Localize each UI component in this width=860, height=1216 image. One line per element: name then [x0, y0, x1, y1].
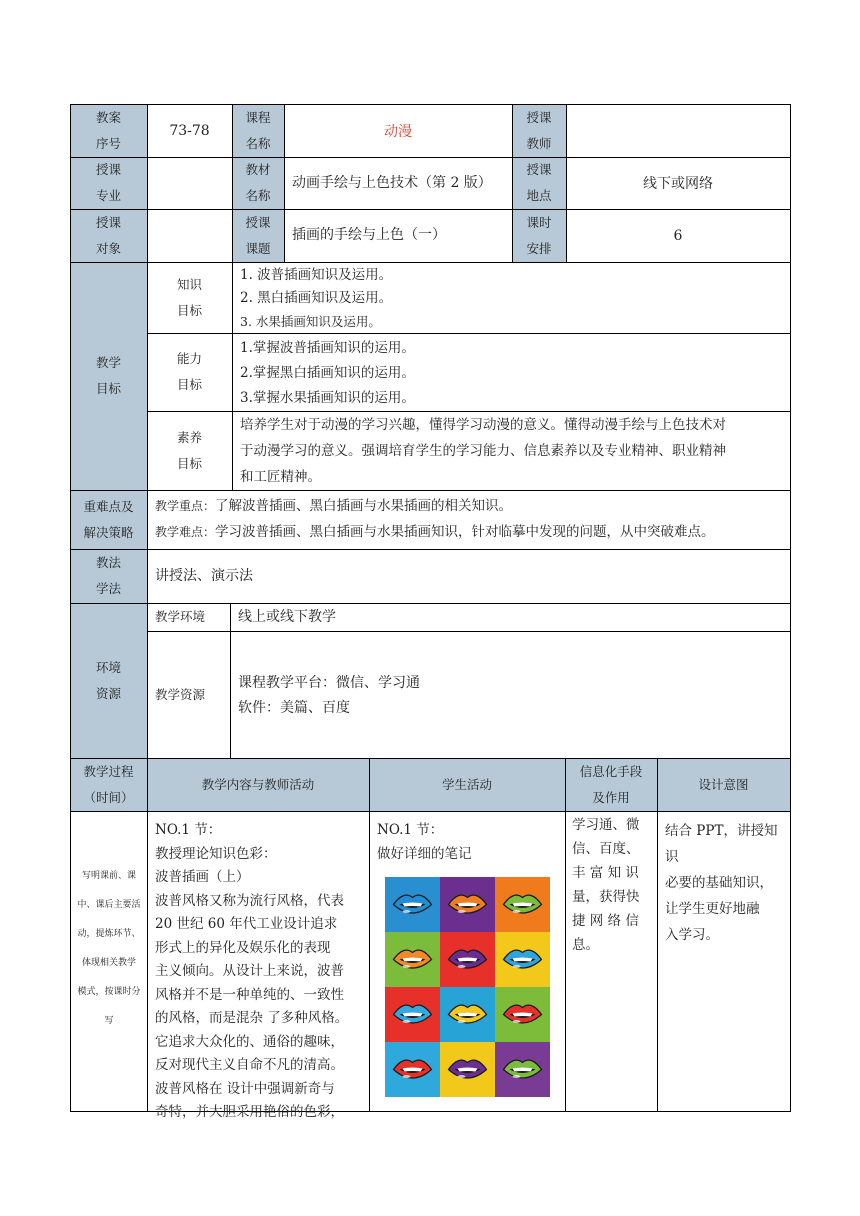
literacy-goal-label: 素养 目标	[176, 429, 202, 471]
course-name-value: 动漫	[384, 123, 412, 140]
knowledge-item: 3. 水果插画知识及运用。	[240, 314, 381, 329]
info-header: 信息化手段 及作用	[579, 763, 643, 805]
teacher-label: 授课 教师	[526, 109, 552, 151]
goals-label: 教学 目标	[95, 355, 121, 396]
ability-item: 1.掌握波普插画知识的运用。	[240, 340, 415, 356]
teaching-res-label: 教学资源	[155, 687, 206, 702]
key-points-text	[155, 493, 787, 545]
case-no-label: 教案 序号	[95, 109, 121, 151]
knowledge-goal-list	[240, 264, 785, 333]
ability-goal-label: 能力 目标	[176, 351, 202, 392]
student-activity: NO.1 节： 做好详细的笔记	[377, 822, 472, 862]
teacher-value	[566, 104, 790, 157]
methods-label: 教法 学法	[95, 555, 121, 596]
content-header: 教学内容与教师活动	[201, 776, 315, 792]
knowledge-goal-label: 知识 目标	[176, 276, 202, 318]
teaching-env-label: 教学环境	[155, 609, 206, 624]
intent-header: 设计意图	[698, 776, 749, 792]
ability-item: 3.掌握水果插画知识的运用。	[240, 390, 415, 406]
knowledge-item: 1. 波普插画知识及运用。	[240, 267, 393, 283]
case-no-value: 73-78	[169, 122, 210, 139]
ability-item: 2.掌握黑白插画知识的运用。	[240, 365, 415, 381]
focus-line: 教学重点：了解波普插画、黑白插画与水果插画的相关知识。	[155, 498, 513, 514]
difficulty-line: 教学难点：学习波普插画、黑白插画与水果插画知识，针对临摹中发现的问题，从中突破难点。	[155, 524, 715, 540]
student-header: 学生活动	[441, 776, 492, 792]
methods-value: 讲授法、演示法	[155, 568, 253, 584]
knowledge-item: 2. 黑白插画知识及运用。	[240, 290, 393, 306]
topic-label: 授课 课题	[245, 214, 271, 256]
key-points-label: 重难点及 解决策略	[83, 498, 134, 540]
info-means: 学习通、微 信、百度、 丰 富 知 识 量，获得快 捷 网 络 信 息。	[572, 817, 640, 953]
topic-value: 插画的手绘与上色（一）	[292, 227, 446, 243]
pop-art-lips-image	[385, 877, 550, 1097]
teaching-res-value: 课程教学平台：微信、学习通 软件：美篇、百度	[238, 675, 420, 716]
audience-label: 授课 对象	[95, 214, 121, 256]
process-time-header: 教学过程 （时间）	[83, 763, 134, 805]
hours-value: 6	[673, 227, 683, 244]
teacher-content: NO.1 节： 教授理论知识色彩： 波普插画（上） 波普风格又称为流行风格，代表 20 世纪 60 年代工业设计追求 形式上的异化及娱乐化的表现 主义倾向。从设计上来说，波普 风格并不是一种单纯的、一致性 的风格，而是混杂 了多种风格。 它追求大众化的、通俗的趣味， 反对现代主义自命不凡的清高。 波普风格在 设计中强调新奇与 奇特，并大胆采用艳俗的色彩，	[155, 822, 349, 1120]
ability-goal-list	[240, 336, 785, 411]
process-side-note: 写明课前、课 中、课后主要活 动，提炼环节、 体现相关教学 模式，按课时分 写	[77, 871, 141, 1026]
environment-label: 环境 资源	[95, 659, 121, 701]
course-name-label: 课程 名称	[245, 109, 271, 151]
place-label: 授课 地点	[526, 162, 552, 203]
textbook-value: 动画手绘与上色技术（第 2 版）	[292, 175, 492, 191]
place-value: 线下或网络	[643, 176, 713, 192]
literacy-goal-text: 培养学生对于动漫的学习兴趣，懂得学习动漫的意义。懂得动漫手绘与上色技术对 于动漫学习的意义。强调培育学生的学习能力、信息素养以及专业精神、职业精神 和工匠精神。	[240, 417, 726, 485]
major-label: 授课 专业	[95, 162, 121, 203]
textbook-label: 教材 名称	[245, 162, 271, 203]
pop-art-grid	[385, 877, 550, 1097]
major-value	[147, 157, 232, 209]
hours-label: 课时 安排	[526, 214, 552, 256]
design-intent: 结合 PPT，讲授知 识 必要的基础知识， 让学生更好地融 入学习。	[665, 823, 778, 943]
teaching-env-value: 线上或线下教学	[238, 609, 336, 625]
audience-value	[147, 209, 232, 262]
